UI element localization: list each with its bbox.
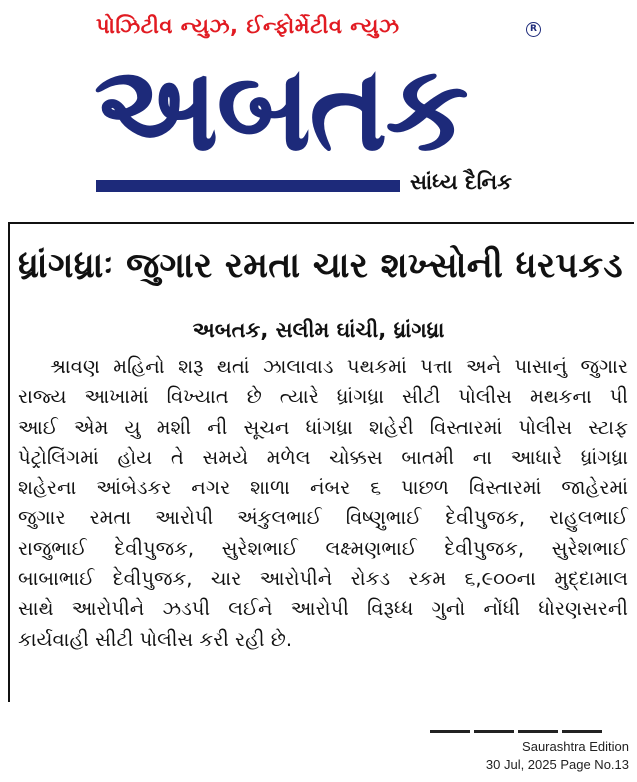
footer-bar: [474, 730, 514, 733]
newspaper-logo: અબતક: [94, 39, 467, 177]
article-line: બાબાભાઈ દેવીપુજક, ચાર આરોપીને રોકડ રકમ ૬,૯૦૦ના મુદ્દામાલ: [18, 567, 628, 591]
article-line: જુગાર રમતા આરોપી અંકુલભાઈ વિષ્ણુભાઈ દેવીપુજક, રાહુલભાઈ: [18, 506, 628, 530]
footer-bar: [430, 730, 470, 733]
logo-underline-bar: [96, 180, 400, 192]
article-byline: અબતક, સલીમ ઘાંચી, ધ્રાંગધ્રા: [192, 318, 445, 342]
article-line: રાજ્ય આખામાં વિખ્યાત છે ત્યારે ધ્રાંગધ્રા સીટી પોલીસ મથકના પી: [18, 385, 628, 409]
article-line: શહેરના આંબેડકર નગર શાળા નંબર ૬ પાછળ વિસ્તારમાં જાહેરમાં: [18, 476, 628, 500]
date-page-label: 30 Jul, 2025 Page No.13: [485, 757, 629, 772]
masthead: [0, 0, 637, 205]
page-footer: [486, 738, 629, 774]
article-line: પેટ્રોલિંગમાં હોય તે સમયે મળેલ ચોક્કસ બાતમી ના આધારે ધ્રાંગધ્રા: [18, 445, 628, 469]
article-line: આઈ એમ યુ મશી ની સૂચન ધાંગધ્રા શહેરી વિસ્તારમાં પોલીસ સ્ટાફ: [18, 415, 628, 439]
article-line: શ્રાવણ મહિનો શરૂ થતાં ઝાલાવાડ પથકમાં પત્તા અને પાસાનું જુગાર: [50, 355, 628, 378]
edition-label: Saurashtra Edition: [522, 739, 629, 754]
article-body: [18, 352, 628, 655]
registered-trademark-icon: R: [526, 22, 541, 37]
article-top-rule: [8, 222, 634, 224]
article-line: રાજુભાઈ દેવીપુજક, સુરેશભાઈ લક્ષ્મણભાઈ દેવીપુજક, સુરેશભાઈ: [18, 536, 628, 560]
article-headline: ધ્રાંગધ્રાઃ જુગાર રમતા ચાર શખ્સોની ધરપકડ: [18, 246, 623, 286]
footer-bar: [518, 730, 558, 733]
sub-brand-label: સાંધ્ય દૈનિક: [410, 170, 512, 194]
masthead-tagline: પોઝિટીવ ન્યુઝ, ઈન્ફોર્મેટીવ ન્યુઝ: [96, 14, 400, 38]
footer-color-bars: [430, 730, 630, 734]
article-line: સાથે આરોપીને ઝડપી લઈને આરોપી વિરૂધ્ધ ગુનો નોંધી ધોરણસરની: [18, 597, 628, 621]
footer-bar: [562, 730, 602, 733]
article-line: કાર્યવાહી સીટી પોલીસ કરી રહી છે.: [18, 627, 293, 651]
